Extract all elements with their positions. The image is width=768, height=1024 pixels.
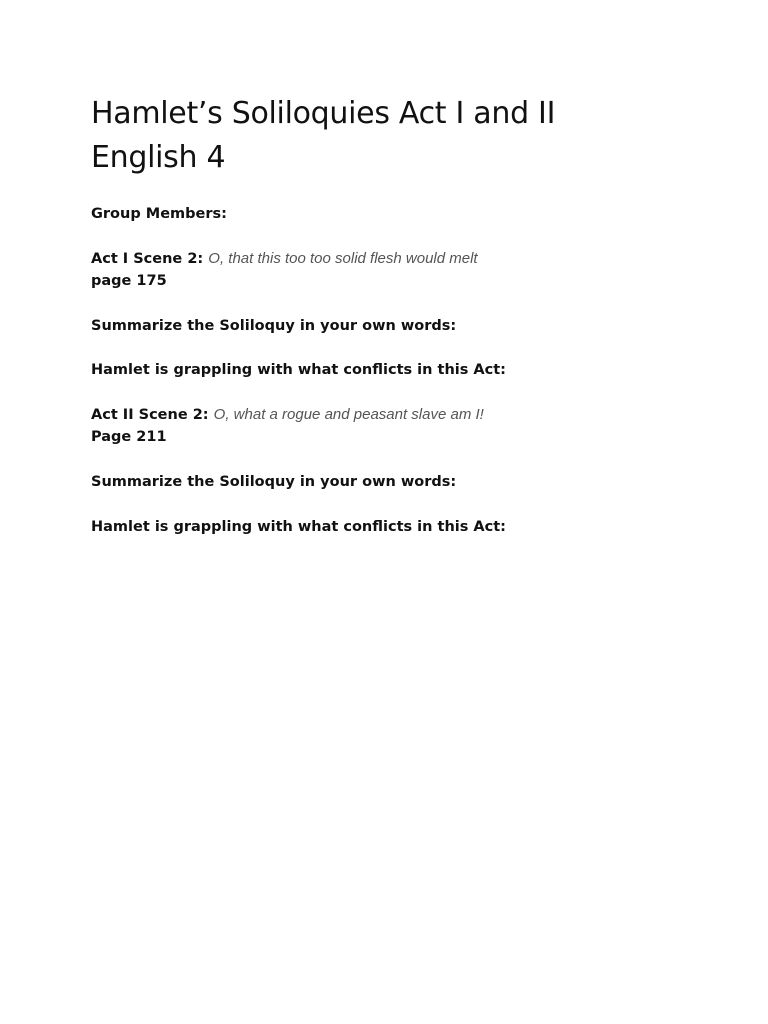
section1-scene-label: Act I Scene 2: bbox=[91, 251, 204, 267]
section1-summarize-prompt: Summarize the Soliloquy in your own words: bbox=[91, 318, 457, 334]
section2-conflicts-prompt: Hamlet is grappling with what conflicts in this Act: bbox=[91, 519, 506, 535]
title-line-1: Hamlet’s Soliloquies Act I and II bbox=[91, 96, 556, 131]
section1-quote: O, that this too too solid flesh would melt bbox=[208, 250, 478, 267]
section2-summarize-prompt: Summarize the Soliloquy in your own words: bbox=[91, 474, 457, 490]
section2-scene-label: Act II Scene 2: bbox=[91, 407, 209, 423]
page-title bbox=[91, 92, 711, 180]
section2-scene-line bbox=[91, 404, 484, 426]
section1-conflicts-prompt: Hamlet is grappling with what conflicts in this Act: bbox=[91, 362, 506, 378]
group-members-label: Group Members: bbox=[91, 206, 227, 222]
section1-scene-line bbox=[91, 248, 478, 270]
section2-page-ref: Page 211 bbox=[91, 429, 167, 445]
title-line-2: English 4 bbox=[91, 140, 226, 175]
section2-quote: O, what a rogue and peasant slave am I! bbox=[213, 406, 484, 423]
section1-page-ref: page 175 bbox=[91, 273, 167, 289]
